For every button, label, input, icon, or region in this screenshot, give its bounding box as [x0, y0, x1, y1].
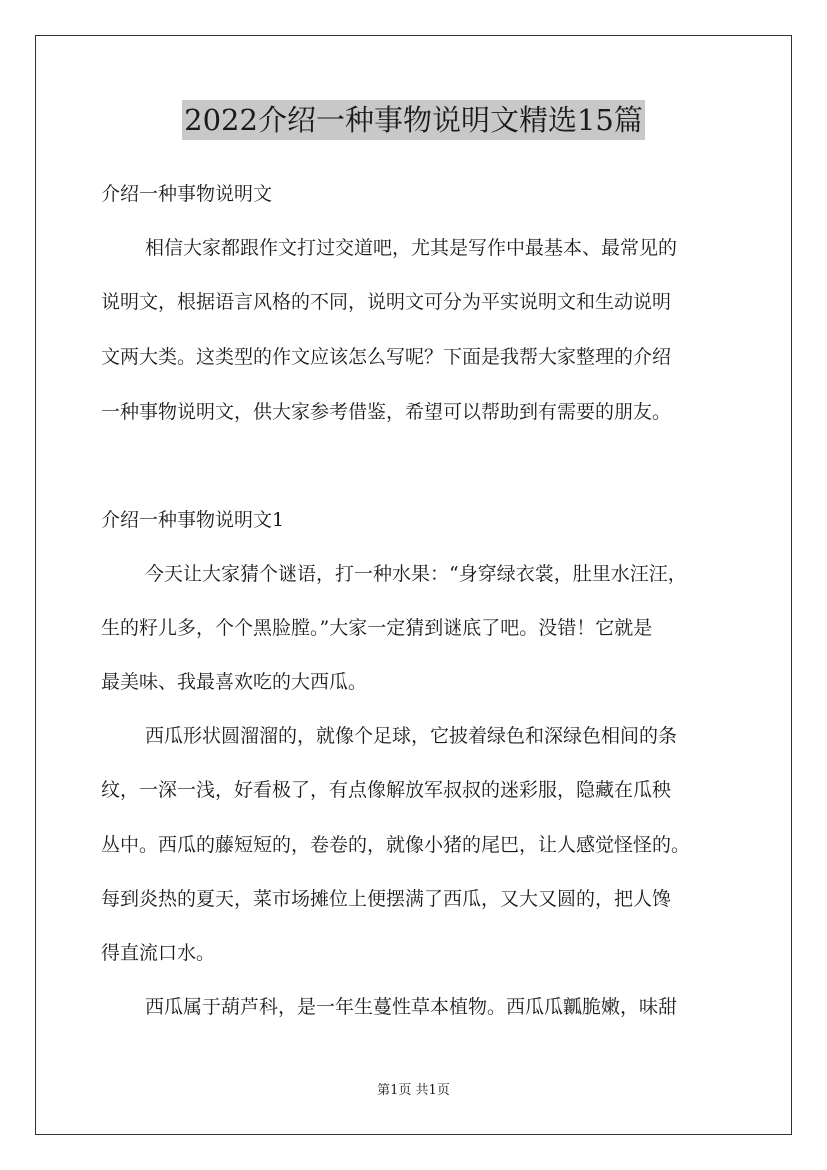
page-number: 第1页 共1页 [377, 1083, 450, 1098]
section-heading: 介绍一种事物说明文1 [101, 509, 285, 531]
intro-line: 文两大类。这类型的作文应该怎么写呢？下面是我帮大家整理的介绍 [101, 346, 672, 368]
paragraph-line: 最美味、我最喜欢吃的大西瓜。 [101, 671, 368, 693]
paragraph-line: 纹，一深一浅，好看极了，有点像解放军叔叔的迷彩服，隐藏在瓜秧 [101, 779, 672, 801]
intro-heading: 介绍一种事物说明文 [101, 183, 273, 205]
intro-line: 说明文，根据语言风格的不同，说明文可分为平实说明文和生动说明 [101, 291, 672, 313]
paragraph-line: 今天让大家猜个谜语，打一种水果：“身穿绿衣裳，肚里水汪汪， [145, 563, 687, 585]
intro-line: 一种事物说明文，供大家参考借鉴，希望可以帮助到有需要的朋友。 [101, 401, 672, 423]
paragraph-line: 西瓜形状圆溜溜的，就像个足球，它披着绿色和深绿色相间的条 [145, 725, 678, 747]
paragraph-line: 每到炎热的夏天，菜市场摊位上便摆满了西瓜，又大又圆的，把人馋 [101, 888, 672, 910]
paragraph-line: 丛中。西瓜的藤短短的，卷卷的，就像小猪的尾巴，让人感觉怪怪的。 [101, 834, 691, 856]
intro-line: 相信大家都跟作文打过交道吧，尤其是写作中最基本、最常见的 [145, 237, 678, 259]
paragraph-line: 西瓜属于葫芦科，是一年生蔓性草本植物。西瓜瓜瓤脆嫩，味甜 [145, 996, 678, 1018]
document-title: 2022介绍一种事物说明文精选15篇 [182, 100, 645, 140]
title-area [0, 100, 827, 140]
paragraph-line: 生的籽儿多，个个黑脸膛。”大家一定猜到谜底了吧。没错！它就是 [101, 617, 653, 639]
paragraph-line: 得直流口水。 [101, 942, 216, 964]
